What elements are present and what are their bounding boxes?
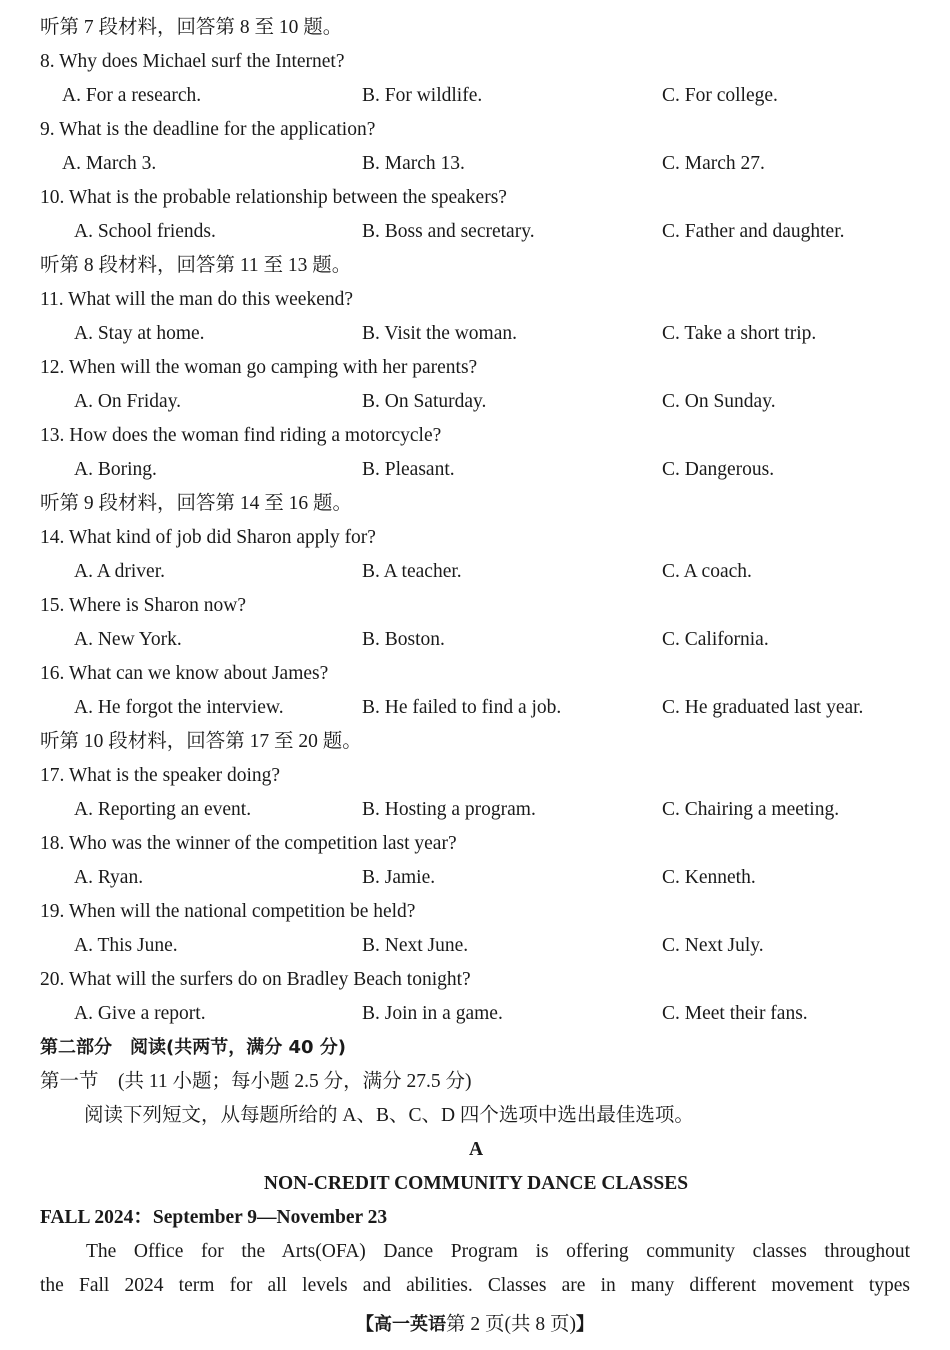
options-9 (40, 147, 912, 181)
footer-page-number: 第 2 页(共 8 页) (446, 1314, 576, 1335)
option-c: C. On Sunday. (662, 391, 776, 412)
option-b: B. On Saturday. (362, 391, 487, 412)
option-a: A. A driver. (74, 561, 165, 582)
options-13 (40, 453, 912, 487)
section-instruction: 听第 9 段材料，回答第 14 至 16 题。 (40, 493, 353, 514)
paragraph-line: the Fall 2024 term for all levels and abilities. Classes are in many different movement types (40, 1275, 910, 1296)
option-b: B. Visit the woman. (362, 323, 518, 344)
question-19: 19. When will the national competition be held? (40, 901, 416, 922)
option-b: B. Join in a game. (362, 1003, 503, 1024)
option-c: C. Chairing a meeting. (662, 799, 840, 820)
section-instruction: 听第 8 段材料，回答第 11 至 13 题。 (40, 255, 352, 276)
question-8: 8. Why does Michael surf the Internet? (40, 51, 345, 72)
option-c: C. California. (662, 629, 769, 650)
question-13: 13. How does the woman find riding a motorcycle? (40, 425, 442, 446)
option-a: A. This June. (74, 935, 178, 956)
option-b: B. Pleasant. (362, 459, 455, 480)
option-c: C. Take a short trip. (662, 323, 817, 344)
option-c: C. For college. (662, 85, 778, 106)
option-c: C. Next July. (662, 935, 764, 956)
option-b: B. For wildlife. (362, 85, 483, 106)
option-a: A. Stay at home. (74, 323, 205, 344)
option-a: A. He forgot the interview. (74, 697, 284, 718)
footer-subject: 高一英语 (374, 1314, 446, 1335)
question-15: 15. Where is Sharon now? (40, 595, 246, 616)
paragraph-line: The Office for the Arts(OFA) Dance Program is offering community classes throughout (86, 1241, 910, 1262)
page-footer (0, 1310, 950, 1340)
option-a: A. Reporting an event. (74, 799, 252, 820)
question-16: 16. What can we know about James? (40, 663, 329, 684)
options-18 (40, 861, 912, 895)
option-a: A. Give a report. (74, 1003, 206, 1024)
section-instruction: 听第 10 段材料，回答第 17 至 20 题。 (40, 731, 362, 752)
option-b: B. Hosting a program. (362, 799, 536, 820)
section-instruction: 听第 7 段材料，回答第 8 至 10 题。 (40, 17, 343, 38)
option-a: A. For a research. (62, 85, 202, 106)
question-20: 20. What will the surfers do on Bradley Beach tonight? (40, 969, 471, 990)
option-b: B. Boston. (362, 629, 445, 650)
option-c: C. March 27. (662, 153, 765, 174)
options-8 (40, 79, 912, 113)
question-14: 14. What kind of job did Sharon apply for? (40, 527, 376, 548)
options-19 (40, 929, 912, 963)
question-9: 9. What is the deadline for the application? (40, 119, 376, 140)
option-a: A. New York. (74, 629, 182, 650)
question-12: 12. When will the woman go camping with her parents? (40, 357, 478, 378)
options-10 (40, 215, 912, 249)
footer-bracket: 【 (356, 1314, 374, 1335)
option-c: C. Kenneth. (662, 867, 756, 888)
options-17 (40, 793, 912, 827)
option-b: B. A teacher. (362, 561, 462, 582)
option-b: B. March 13. (362, 153, 465, 174)
option-a: A. Ryan. (74, 867, 144, 888)
term-dates: FALL 2024：September 9—November 23 (40, 1207, 388, 1228)
options-11 (40, 317, 912, 351)
footer-bracket: 】 (576, 1314, 594, 1335)
option-b: B. Jamie. (362, 867, 436, 888)
options-16 (40, 691, 912, 725)
option-a: A. Boring. (74, 459, 157, 480)
option-b: B. He failed to find a job. (362, 697, 562, 718)
option-c: C. Dangerous. (662, 459, 775, 480)
options-15 (40, 623, 912, 657)
reading-directions: 阅读下列短文，从每题所给的 A、B、C、D 四个选项中选出最佳选项。 (84, 1105, 694, 1126)
passage-letter: A (468, 1139, 484, 1160)
option-a: A. On Friday. (74, 391, 182, 412)
option-b: B. Next June. (362, 935, 469, 956)
options-20 (40, 997, 912, 1031)
question-11: 11. What will the man do this weekend? (40, 289, 354, 310)
options-12 (40, 385, 912, 419)
options-14 (40, 555, 912, 589)
option-c: C. A coach. (662, 561, 752, 582)
question-18: 18. Who was the winner of the competition last year? (40, 833, 457, 854)
option-c: C. Meet their fans. (662, 1003, 808, 1024)
option-c: C. He graduated last year. (662, 697, 864, 718)
option-a: A. School friends. (74, 221, 216, 242)
part-heading: 第二部分 阅读(共两节，满分 40 分) (40, 1037, 347, 1058)
option-b: B. Boss and secretary. (362, 221, 535, 242)
question-17: 17. What is the speaker doing? (40, 765, 281, 786)
question-10: 10. What is the probable relationship between the speakers? (40, 187, 507, 208)
option-c: C. Father and daughter. (662, 221, 845, 242)
option-a: A. March 3. (62, 153, 157, 174)
passage-title: NON-CREDIT COMMUNITY DANCE CLASSES (263, 1173, 689, 1194)
section-heading: 第一节 (共 11 小题；每小题 2.5 分，满分 27.5 分) (40, 1071, 472, 1092)
